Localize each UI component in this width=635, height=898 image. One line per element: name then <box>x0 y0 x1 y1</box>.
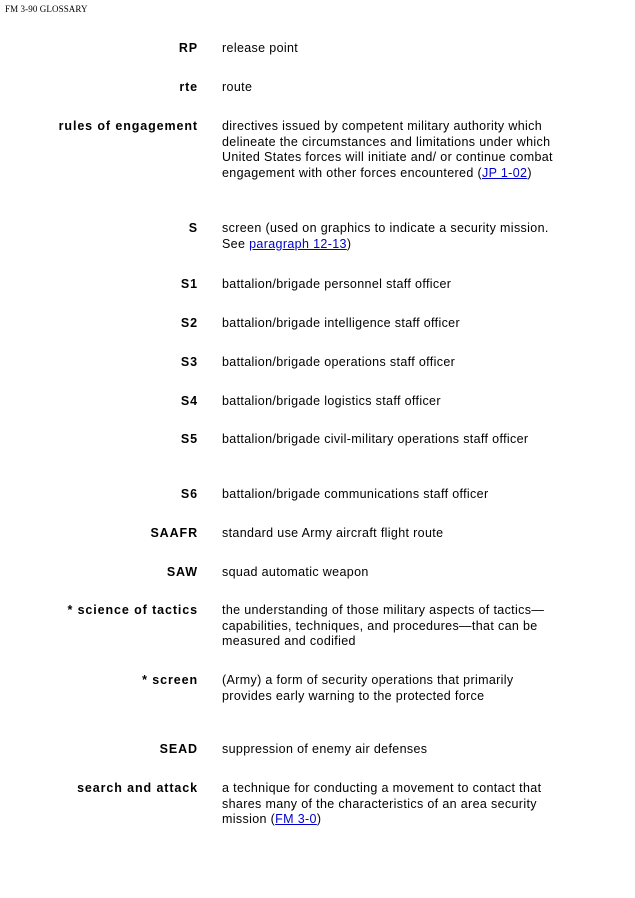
glossary-term: S2 <box>180 316 198 330</box>
glossary-term: SAAFR <box>150 526 198 540</box>
glossary-definition: suppression of enemy air defenses <box>222 742 428 756</box>
glossary-term: SEAD <box>159 742 198 756</box>
glossary-definition <box>222 119 557 181</box>
glossary-definition: standard use Army aircraft flight route <box>222 526 444 540</box>
glossary-definition: the understanding of those military aspects of tactics—capabilities, techniques, and procedures—that can be measured and codified <box>222 603 545 649</box>
glossary-term: S1 <box>180 277 198 291</box>
glossary-term: S4 <box>180 394 198 408</box>
glossary-definition: route <box>222 80 253 94</box>
reference-link-jp-1-02[interactable]: JP 1-02 <box>482 165 528 180</box>
reference-link-paragraph-12-13[interactable]: paragraph 12-13 <box>249 236 347 251</box>
glossary-term: S <box>188 221 198 235</box>
glossary-definition <box>222 781 557 828</box>
glossary-term: RP <box>178 41 198 55</box>
glossary-term: rules of engagement <box>58 119 198 133</box>
glossary-definition: battalion/brigade logistics staff officer <box>222 394 441 408</box>
glossary-definition: battalion/brigade personnel staff officer <box>222 277 452 291</box>
definition-text: a technique for conducting a movement to contact that shares many of the characteristics of an area security mission ( <box>222 781 542 827</box>
glossary-definition: (Army) a form of security operations that primarily provides early warning to the protected force <box>222 673 514 703</box>
glossary-definition: squad automatic weapon <box>222 565 369 579</box>
running-header: FM 3-90 GLOSSARY <box>5 4 88 14</box>
glossary-term: S3 <box>180 355 198 369</box>
glossary-term: * screen <box>142 673 198 687</box>
glossary-definition: battalion/brigade intelligence staff officer <box>222 316 461 330</box>
glossary-term: search and attack <box>77 781 198 795</box>
glossary-term: * science of tactics <box>67 603 198 617</box>
glossary-definition: release point <box>222 41 299 55</box>
glossary-definition: battalion/brigade operations staff officer <box>222 355 456 369</box>
glossary-definition: battalion/brigade civil-military operations staff officer <box>222 432 529 446</box>
definition-text: screen (used on graphics to indicate a security mission. See <box>222 221 549 251</box>
glossary-term: SAW <box>166 565 198 579</box>
definition-closing: ) <box>527 165 532 180</box>
reference-link-fm-3-0[interactable]: FM 3-0 <box>275 812 317 827</box>
definition-text: directives issued by competent military authority which delineate the circumstances and limitations under which United States forces will initiate and/ or continue combat engagement with other forces encountered ( <box>222 119 553 180</box>
definition-closing: ) <box>316 812 322 827</box>
glossary-term: S6 <box>180 487 198 501</box>
glossary-term: S5 <box>180 432 198 446</box>
definition-closing: ) <box>346 236 352 251</box>
glossary-definition: battalion/brigade communications staff officer <box>222 487 489 501</box>
glossary-term: rte <box>179 80 198 94</box>
glossary-definition <box>222 221 557 252</box>
